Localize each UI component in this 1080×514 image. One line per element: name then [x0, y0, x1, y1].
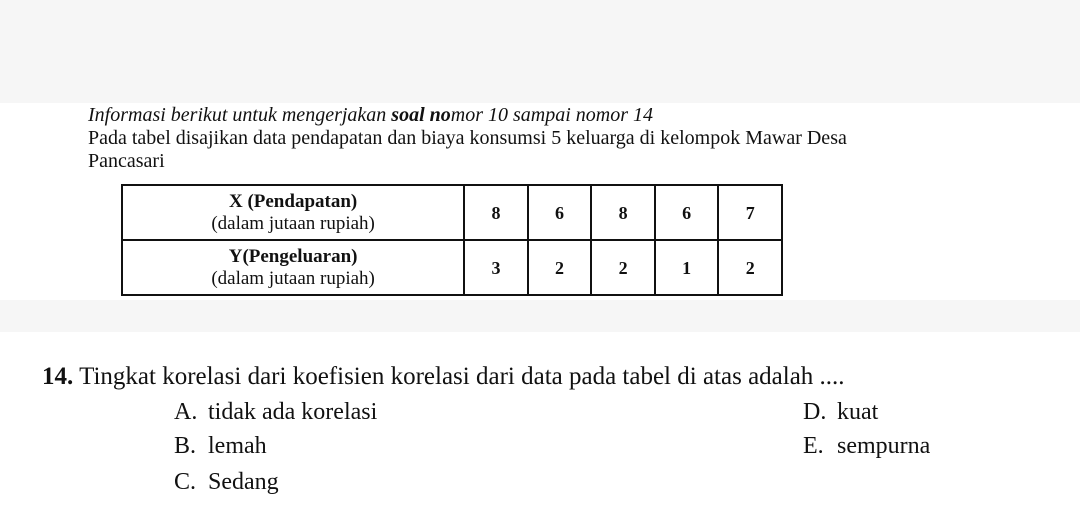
- option-a[interactable]: [174, 397, 377, 427]
- option-text: tidak ada korelasi: [208, 399, 378, 425]
- option-c[interactable]: [174, 467, 279, 497]
- option-d[interactable]: [803, 397, 878, 427]
- row-x-title: X (Pendapatan): [228, 190, 358, 212]
- option-letter: D.: [803, 399, 827, 425]
- row-y-subtitle: (dalam jutaan rupiah): [211, 267, 375, 289]
- table-cell: 7: [718, 185, 782, 240]
- table-row-y: [122, 240, 782, 295]
- option-e[interactable]: [803, 431, 930, 461]
- option-text: kuat: [837, 399, 879, 425]
- option-text: sempurna: [837, 433, 931, 459]
- table-row-x: [122, 185, 782, 240]
- table-cell: 8: [591, 185, 655, 240]
- row-y-label: [122, 240, 464, 295]
- table-cell: 2: [528, 240, 592, 295]
- table-cell: 1: [655, 240, 719, 295]
- option-letter: E.: [803, 433, 824, 459]
- table-cell: 6: [655, 185, 719, 240]
- intro-line-3: Pancasari: [88, 150, 165, 172]
- question-number: 14.: [42, 363, 74, 390]
- table-cell: 2: [591, 240, 655, 295]
- table-cell: 6: [528, 185, 592, 240]
- option-b[interactable]: [174, 431, 267, 461]
- table-cell: 8: [464, 185, 528, 240]
- option-letter: B.: [174, 433, 197, 459]
- table-cell: 2: [718, 240, 782, 295]
- top-blank-area: [0, 0, 1080, 103]
- option-letter: A.: [174, 399, 198, 425]
- row-y-title: Y(Pengeluaran): [228, 245, 358, 267]
- middle-blank-area: [0, 300, 1080, 332]
- data-table: [121, 184, 783, 296]
- option-text: Sedang: [208, 469, 279, 495]
- row-x-label: [122, 185, 464, 240]
- intro-line-1: Informasi berikut untuk mengerjakan soal nomor 10 sampai nomor 14: [88, 104, 653, 126]
- intro-text: [88, 104, 847, 173]
- table-cell: 3: [464, 240, 528, 295]
- row-x-subtitle: (dalam jutaan rupiah): [211, 212, 375, 234]
- option-letter: C.: [174, 469, 197, 495]
- intro-line-2: Pada tabel disajikan data pendapatan dan biaya konsumsi 5 keluarga di kelompok Mawar Desa: [88, 127, 847, 149]
- option-text: lemah: [208, 433, 267, 459]
- question-text: Tingkat korelasi dari koefisien korelasi dari data pada tabel di atas adalah ....: [79, 363, 845, 390]
- question-14: [42, 362, 845, 392]
